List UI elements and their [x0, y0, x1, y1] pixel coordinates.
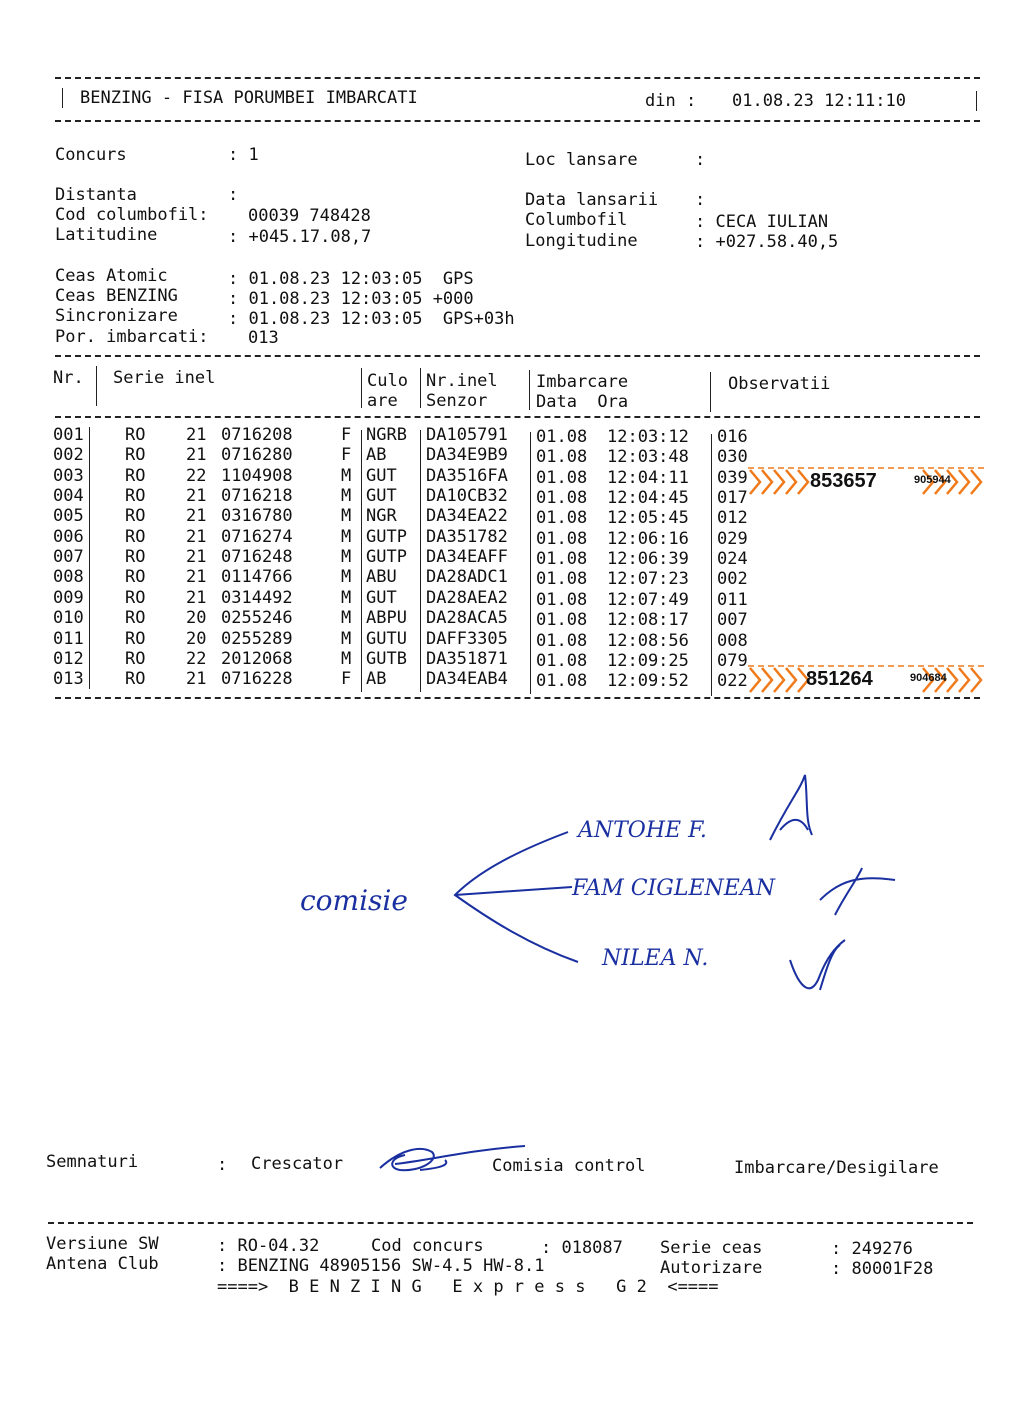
- col-sep-1: [96, 366, 97, 406]
- footer-banner: ====> B E N Z I N G E x p r e s s G 2 <====: [217, 1277, 719, 1297]
- handwriting-comisie: comisie: [300, 884, 408, 917]
- cell-obs: 022: [717, 671, 748, 692]
- cell-tara: RO: [125, 486, 146, 507]
- cell-senzor: DA28AEA2: [426, 587, 508, 608]
- cell-ora: 12:03:12: [607, 427, 689, 447]
- cell-culoare: GUT: [366, 465, 397, 486]
- cell-inel: 0255246: [221, 608, 293, 629]
- cell-nr: 008: [53, 567, 84, 588]
- cell-obs: 039: [717, 467, 748, 488]
- imbarcare-desigilare-label: Imbarcare/Desigilare: [734, 1158, 939, 1178]
- cell-nr: 013: [53, 669, 84, 690]
- data-lansarii-label: Data lansarii: [525, 190, 659, 210]
- table-row: [0, 608, 1000, 631]
- cell-an: 21: [186, 425, 207, 445]
- cell-sex: M: [341, 628, 352, 649]
- cell-senzor: DA34EA22: [426, 506, 508, 527]
- cell-nr: 002: [53, 445, 84, 466]
- table-row: [0, 506, 1000, 529]
- cell-senzor: DA351871: [426, 648, 508, 669]
- table-row: [0, 425, 1000, 445]
- cell-an: 21: [186, 486, 207, 507]
- cell-senzor: DA28ADC1: [426, 567, 508, 588]
- cell-sex: M: [341, 465, 352, 486]
- distanta-label: Distanta: [55, 185, 137, 205]
- cell-senzor: DA28ACA5: [426, 608, 508, 629]
- cell-tara: RO: [125, 445, 146, 466]
- cod-concurs-value: : 018087: [541, 1238, 623, 1258]
- ceas-atomic-label: Ceas Atomic: [55, 266, 168, 286]
- col-serie-header: Serie inel: [113, 368, 216, 388]
- cell-data: 01.08: [536, 467, 588, 488]
- cell-an: 21: [186, 567, 207, 588]
- cell-culoare: ABPU: [366, 608, 407, 629]
- cell-obs: 024: [717, 549, 748, 570]
- cell-data: 01.08: [536, 488, 588, 509]
- cell-nr: 011: [53, 628, 84, 649]
- col-sep-5: [710, 372, 711, 412]
- loc-lansare-value: :: [695, 150, 706, 170]
- table-row: [0, 629, 1000, 649]
- cell-culoare: GUTU: [366, 628, 407, 649]
- cell-ora: 12:08:17: [607, 610, 689, 631]
- cell-obs: 016: [717, 427, 748, 447]
- cell-an: 21: [186, 506, 207, 527]
- cell-ora: 12:09:52: [607, 671, 689, 692]
- cell-sex: M: [341, 587, 352, 608]
- cell-an: 21: [186, 587, 207, 608]
- concurs-value: : 1: [228, 145, 259, 165]
- cell-senzor: DA3516FA: [426, 465, 508, 486]
- col-culoare-header-2: are: [367, 391, 398, 411]
- col-nrinel-header-1: Nr.inel: [426, 371, 498, 391]
- table-row: [0, 588, 1000, 608]
- latitudine-label: Latitudine: [55, 225, 158, 245]
- cell-obs: 079: [717, 650, 748, 671]
- cell-senzor: DA10CB32: [426, 486, 508, 507]
- seal-number-2: 851264: [806, 668, 873, 690]
- cell-inel: 0316780: [221, 506, 293, 527]
- cell-nr: 007: [53, 547, 84, 568]
- cell-an: 21: [186, 526, 207, 547]
- sincronizare-label: Sincronizare: [55, 306, 178, 326]
- table-row: [0, 547, 1000, 570]
- cell-data: 01.08: [536, 528, 588, 549]
- autorizare-label: Autorizare: [660, 1258, 763, 1278]
- cell-sex: F: [341, 445, 352, 466]
- cell-nr: 001: [53, 425, 84, 445]
- cell-ora: 12:06:16: [607, 528, 689, 549]
- cell-tara: RO: [125, 506, 146, 527]
- cell-obs: 030: [717, 447, 748, 468]
- cell-culoare: AB: [366, 445, 387, 466]
- cell-nr: 012: [53, 648, 84, 669]
- cell-tara: RO: [125, 608, 146, 629]
- cell-inel: 0716218: [221, 486, 293, 507]
- seal-stamp-1: [748, 466, 984, 498]
- cell-culoare: GUT: [366, 486, 397, 507]
- cell-sex: M: [341, 547, 352, 568]
- col-sep-2: [361, 368, 362, 408]
- cell-obs: 002: [717, 569, 748, 590]
- cell-tara: RO: [125, 425, 146, 445]
- comisia-control-label: Comisia control: [492, 1156, 646, 1176]
- cell-tara: RO: [125, 567, 146, 588]
- cell-obs: 017: [717, 488, 748, 509]
- cell-an: 21: [186, 445, 207, 466]
- cell-ora: 12:04:45: [607, 488, 689, 509]
- cell-ora: 12:03:48: [607, 447, 689, 468]
- cell-data: 01.08: [536, 610, 588, 631]
- cell-data: 01.08: [536, 427, 588, 447]
- cell-nr: 003: [53, 465, 84, 486]
- table-top-rule: [55, 355, 980, 357]
- col-nr-header: Nr.: [53, 368, 84, 388]
- cell-data: 01.08: [536, 569, 588, 590]
- cell-data: 01.08: [536, 671, 588, 692]
- cell-data: 01.08: [536, 508, 588, 529]
- col-nrinel-header-2: Senzor: [426, 391, 488, 411]
- ceas-benzing-value: : 01.08.23 12:03:05 +000: [228, 289, 474, 309]
- cell-tara: RO: [125, 669, 146, 690]
- table-row: [0, 527, 1000, 547]
- seal-number-1: 853657: [810, 470, 877, 492]
- cell-culoare: GUTP: [366, 547, 407, 568]
- cell-obs: 029: [717, 528, 748, 549]
- cell-senzor: DA34EAFF: [426, 547, 508, 568]
- seal-stamp-2: [748, 664, 984, 696]
- cod-columbofil-value: 00039 748428: [248, 206, 371, 226]
- distanta-value: :: [228, 185, 239, 205]
- columbofil-value: : CECA IULIAN: [695, 212, 829, 232]
- cell-nr: 005: [53, 506, 84, 527]
- cell-sex: M: [341, 608, 352, 629]
- cell-sex: M: [341, 486, 352, 507]
- cell-nr: 010: [53, 608, 84, 629]
- cell-inel: 0716208: [221, 425, 293, 445]
- cell-tara: RO: [125, 648, 146, 669]
- cell-senzor: DA105791: [426, 425, 508, 445]
- cell-tara: RO: [125, 587, 146, 608]
- col-imbarcare-header-1: Imbarcare: [536, 372, 629, 392]
- cell-inel: 1104908: [221, 465, 293, 486]
- cell-obs: 011: [717, 589, 748, 610]
- cell-nr: 009: [53, 587, 84, 608]
- por-imbarcati-value: 013: [248, 328, 279, 348]
- cell-an: 20: [186, 608, 207, 629]
- versiune-label: Versiune SW: [46, 1234, 159, 1254]
- cell-obs: 008: [717, 630, 748, 651]
- header-title: BENZING - FISA PORUMBEI IMBARCATI: [80, 88, 418, 108]
- header-top-rule: [55, 77, 980, 79]
- cell-inel: 0716228: [221, 669, 293, 690]
- serie-ceas-label: Serie ceas: [660, 1238, 763, 1258]
- handwriting-member-2: FAM CIGLENEAN: [572, 876, 775, 901]
- longitudine-value: : +027.58.40,5: [695, 232, 839, 252]
- por-imbarcati-label: Por. imbarcati:: [55, 327, 209, 347]
- cell-inel: 0716274: [221, 526, 293, 547]
- cell-sex: M: [341, 506, 352, 527]
- autorizare-value: : 80001F28: [831, 1259, 934, 1279]
- col-imbarcare-header-2: Data Ora: [536, 392, 629, 412]
- cell-tara: RO: [125, 628, 146, 649]
- header-din-label: din :: [645, 91, 697, 111]
- latitudine-value: : +045.17.08,7: [228, 227, 372, 247]
- crescator-label: Crescator: [251, 1154, 344, 1174]
- data-lansarii-value: :: [695, 190, 706, 210]
- cell-ora: 12:07:49: [607, 589, 689, 610]
- cell-culoare: GUT: [366, 587, 397, 608]
- cell-senzor: DA351782: [426, 526, 508, 547]
- seal-small-number-2: 904684: [910, 672, 947, 684]
- cell-an: 22: [186, 648, 207, 669]
- loc-lansare-label: Loc lansare: [525, 150, 638, 170]
- concurs-label: Concurs: [55, 145, 127, 165]
- cell-senzor: DA34EAB4: [426, 669, 508, 690]
- semnaturi-colon: :: [217, 1155, 228, 1175]
- cell-ora: 12:06:39: [607, 549, 689, 570]
- header-datetime: 01.08.23 12:11:10: [732, 91, 906, 111]
- cell-inel: 0314492: [221, 587, 293, 608]
- cell-data: 01.08: [536, 549, 588, 570]
- cell-data: 01.08: [536, 589, 588, 610]
- cell-senzor: DAFF3305: [426, 628, 508, 649]
- seal-small-number-1: 905944: [914, 474, 951, 486]
- cell-data: 01.08: [536, 447, 588, 468]
- cell-ora: 12:05:45: [607, 508, 689, 529]
- ceas-benzing-label: Ceas BENZING: [55, 286, 178, 306]
- cell-ora: 12:08:56: [607, 630, 689, 651]
- versiune-value: : RO-04.32: [217, 1236, 320, 1256]
- cell-inel: 0716280: [221, 445, 293, 466]
- cell-sex: F: [341, 425, 352, 445]
- columbofil-label: Columbofil: [525, 210, 628, 230]
- handwriting-member-3: NILEA N.: [602, 946, 709, 971]
- antena-label: Antena Club: [46, 1254, 159, 1274]
- cell-sex: M: [341, 567, 352, 588]
- table-header-rule: [55, 416, 980, 418]
- cell-culoare: GUTB: [366, 648, 407, 669]
- cell-sex: F: [341, 669, 352, 690]
- col-sep-4: [529, 370, 530, 410]
- cell-culoare: NGRB: [366, 425, 407, 445]
- cell-culoare: NGR: [366, 506, 397, 527]
- cell-obs: 012: [717, 508, 748, 529]
- header-left-bar: [62, 88, 63, 108]
- footer-rule: [48, 1222, 973, 1224]
- cell-an: 21: [186, 669, 207, 690]
- cell-tara: RO: [125, 526, 146, 547]
- cell-nr: 006: [53, 526, 84, 547]
- cell-culoare: ABU: [366, 567, 397, 588]
- cell-ora: 12:04:11: [607, 467, 689, 488]
- cell-inel: 0114766: [221, 567, 293, 588]
- cell-data: 01.08: [536, 650, 588, 671]
- col-culoare-header-1: Culo: [367, 371, 408, 391]
- antena-value: : BENZING 48905156 SW-4.5 HW-8.1: [217, 1256, 545, 1276]
- cell-tara: RO: [125, 465, 146, 486]
- header-bottom-rule: [55, 120, 980, 122]
- cell-an: 22: [186, 465, 207, 486]
- cell-inel: 0255289: [221, 628, 293, 649]
- cell-obs: 007: [717, 610, 748, 631]
- cell-an: 20: [186, 628, 207, 649]
- table-row: [0, 445, 1000, 468]
- col-observatii-header: Observatii: [728, 374, 831, 394]
- table-bottom-rule: [55, 697, 980, 699]
- cell-inel: 2012068: [221, 648, 293, 669]
- longitudine-label: Longitudine: [525, 231, 638, 251]
- serie-ceas-value: : 249276: [831, 1239, 913, 1259]
- handwriting-member-1: ANTOHE F.: [578, 818, 707, 843]
- table-row: [0, 567, 1000, 590]
- ceas-atomic-value: : 01.08.23 12:03:05 GPS: [228, 269, 474, 289]
- cell-sex: M: [341, 526, 352, 547]
- cell-culoare: GUTP: [366, 526, 407, 547]
- cell-ora: 12:07:23: [607, 569, 689, 590]
- cell-sex: M: [341, 648, 352, 669]
- cell-tara: RO: [125, 547, 146, 568]
- cell-an: 21: [186, 547, 207, 568]
- sincronizare-value: : 01.08.23 12:03:05 GPS+03h: [228, 309, 515, 329]
- col-sep-3: [420, 368, 421, 408]
- cod-columbofil-label: Cod columbofil:: [55, 205, 209, 225]
- cell-nr: 004: [53, 486, 84, 507]
- cell-ora: 12:09:25: [607, 650, 689, 671]
- cell-culoare: AB: [366, 669, 387, 690]
- header-right-bar: [976, 91, 977, 111]
- semnaturi-label: Semnaturi: [46, 1152, 139, 1172]
- cell-senzor: DA34E9B9: [426, 445, 508, 466]
- cell-data: 01.08: [536, 630, 588, 651]
- cod-concurs-label: Cod concurs: [371, 1236, 484, 1256]
- cell-inel: 0716248: [221, 547, 293, 568]
